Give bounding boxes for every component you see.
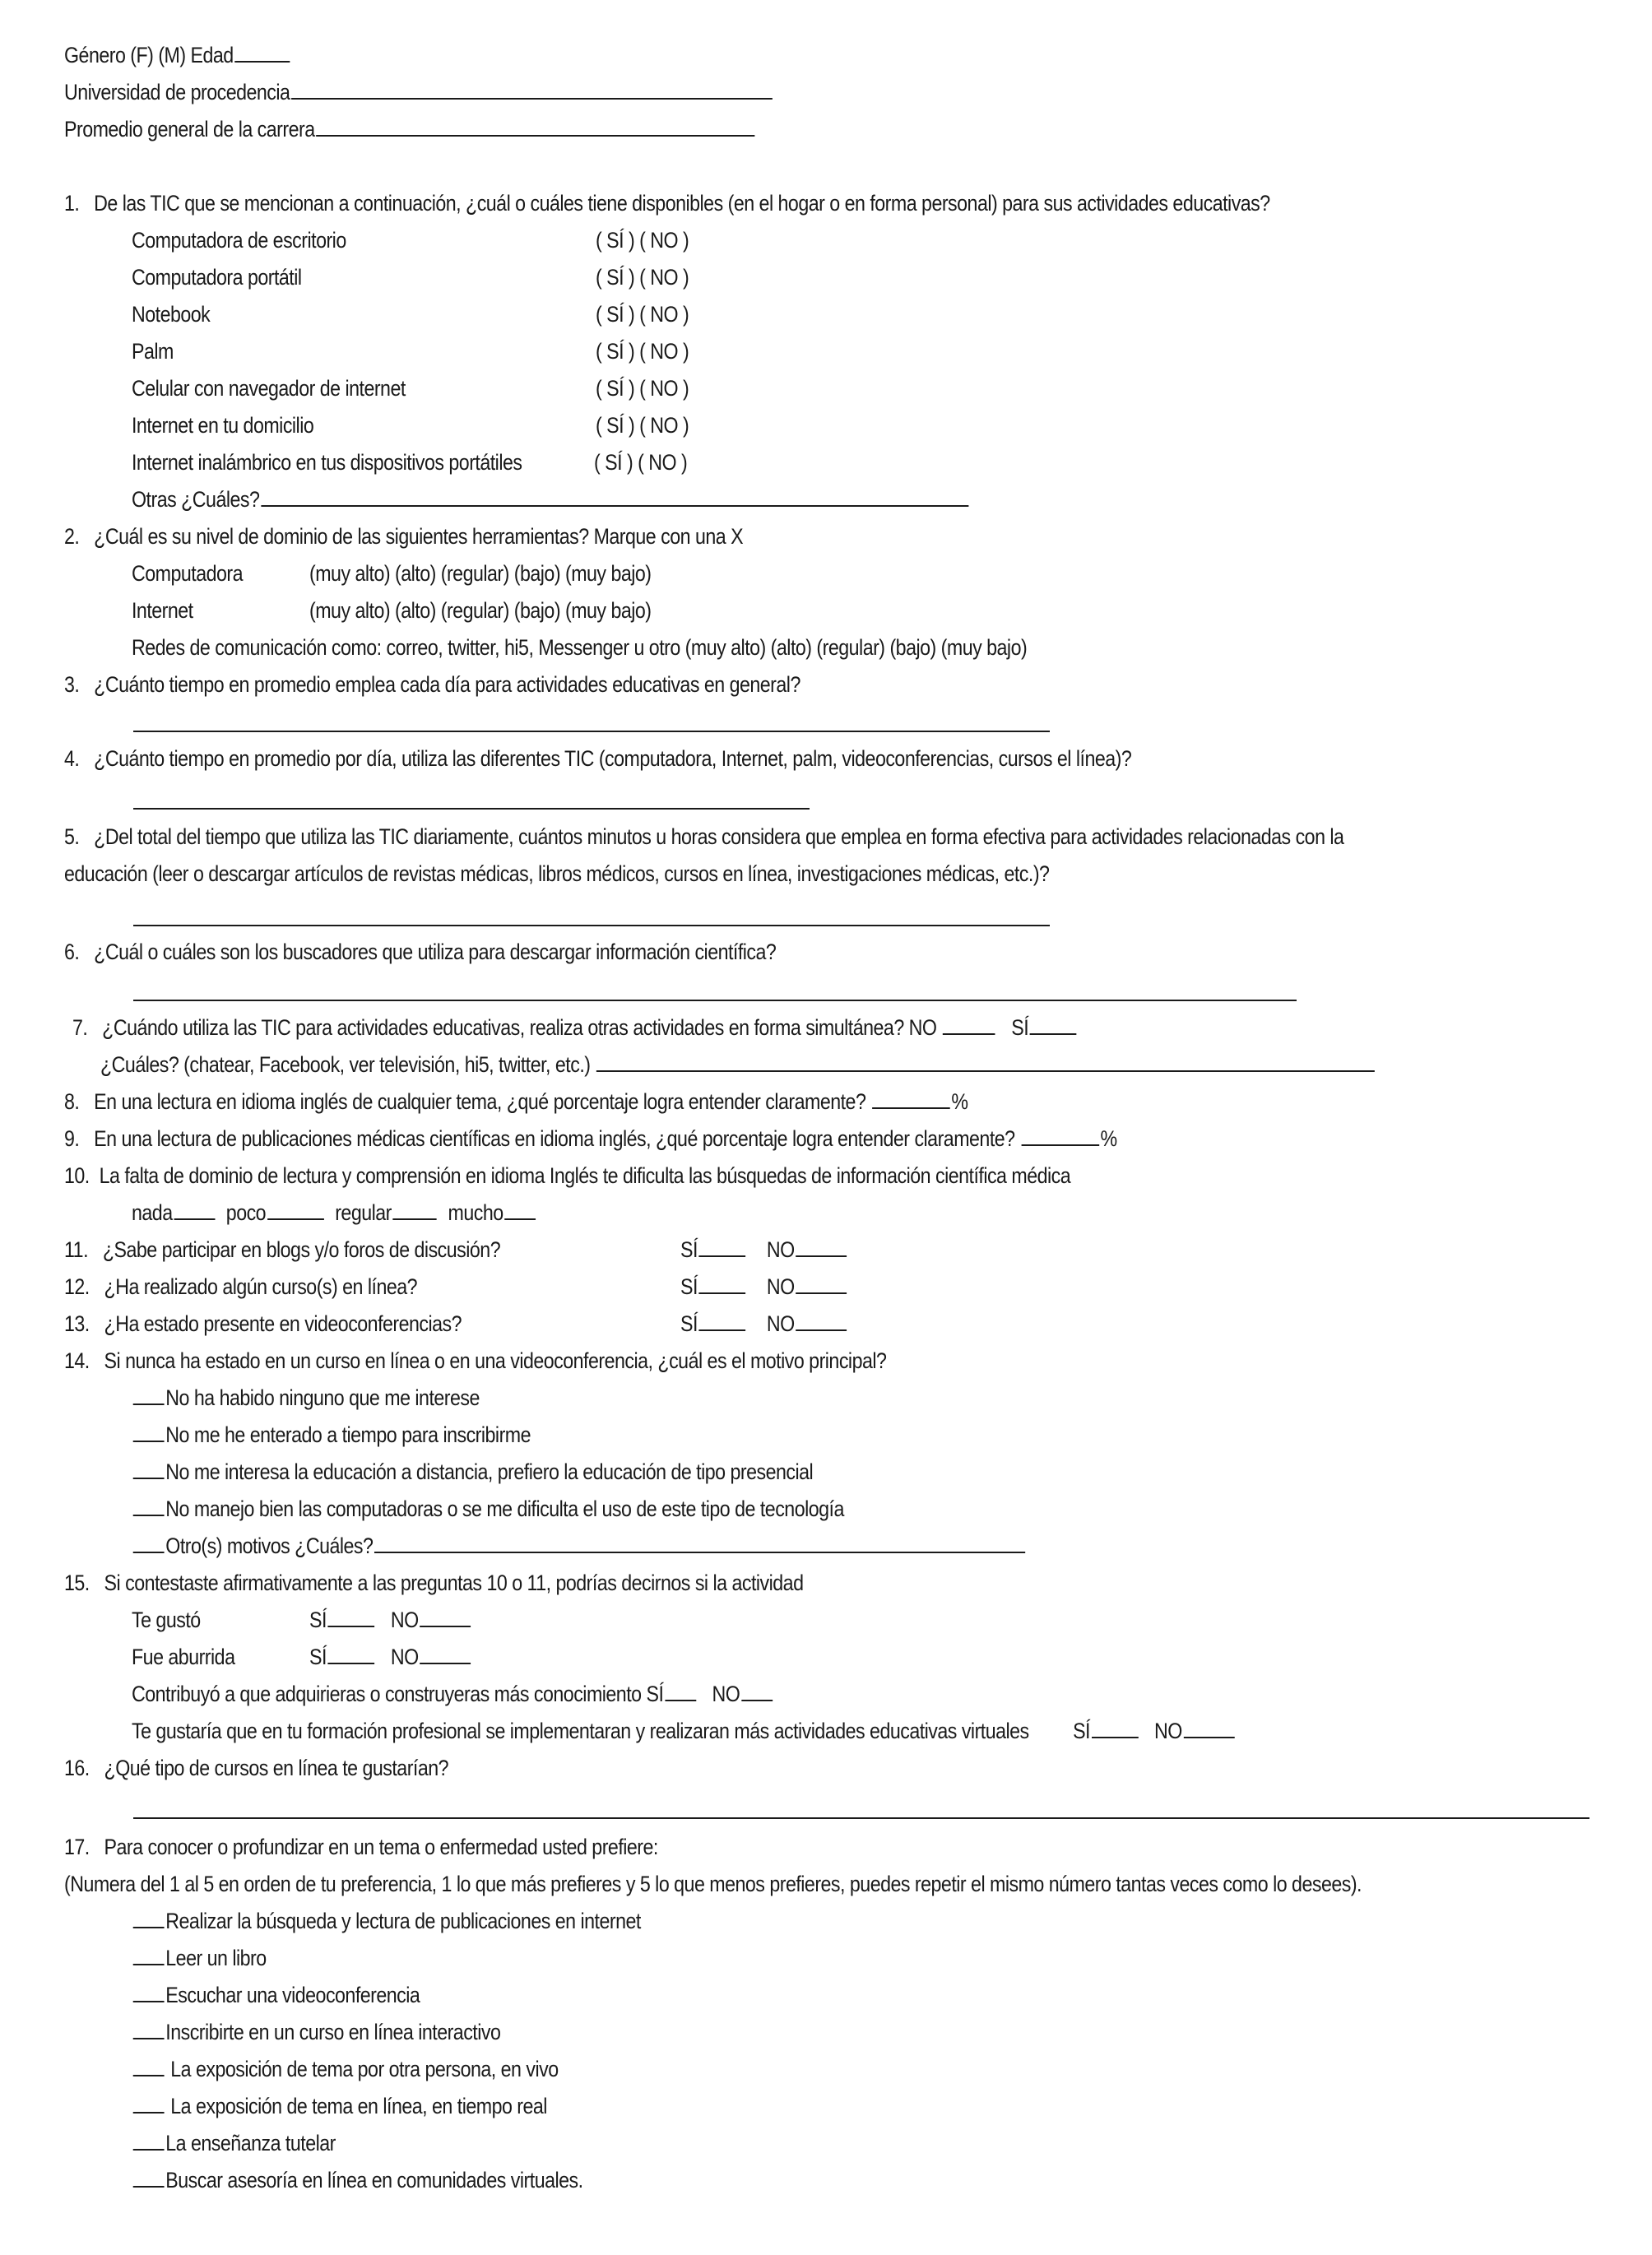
q15-no-label: NO <box>390 1645 419 1669</box>
q14-text: Si nunca ha estado en un curso en línea o en una videoconferencia, ¿cuál es el motivo principal? <box>104 1348 887 1373</box>
university-label: Universidad de procedencia <box>64 80 290 104</box>
q3-text: ¿Cuánto tiempo en promedio emplea cada día para actividades educativas en general? <box>94 672 800 697</box>
q11-no-field[interactable] <box>796 1237 847 1257</box>
q14-option <box>132 1384 480 1412</box>
q14-number: 14. <box>64 1348 90 1373</box>
q16-answer-line[interactable] <box>133 1817 1589 1819</box>
q13-text: ¿Ha estado presente en videoconferencias? <box>104 1311 462 1336</box>
q17-option <box>132 1944 267 1972</box>
q17-option-field[interactable] <box>133 2131 165 2151</box>
q7-question <box>72 1014 1078 1042</box>
q9-unit: % <box>1100 1126 1117 1151</box>
q10-number: 10. <box>64 1163 90 1188</box>
q6-question <box>64 938 776 966</box>
q2-networks[interactable]: Redes de comunicación como: correo, twitter, hi5, Messenger u otro (muy alto) (alto) (regular) (bajo) (muy bajo) <box>132 635 1028 660</box>
q10-scale <box>132 1199 537 1227</box>
q12-no-label: NO <box>766 1274 795 1299</box>
q1-other-label: Otras ¿Cuáles? <box>132 487 260 512</box>
q5-number: 5. <box>64 824 80 849</box>
q5-text-line1: ¿Del total del tiempo que utiliza las TIC diariamente, cuántos minutos u horas considera que emplea en forma efectiva para actividades relacionadas con la <box>94 824 1344 849</box>
q10-mucho-field[interactable] <box>504 1200 536 1220</box>
q1-option-choice[interactable]: ( SÍ ) ( NO ) <box>596 413 689 438</box>
q1-option-choice[interactable]: ( SÍ ) ( NO ) <box>596 265 689 290</box>
q4-question <box>64 745 1131 773</box>
gender-age-line <box>64 41 291 69</box>
q14-option-text: No me interesa la educación a distancia, prefiero la educación de tipo presencial <box>165 1459 814 1484</box>
average-field[interactable] <box>316 117 754 137</box>
q10-regular-field[interactable] <box>393 1200 437 1220</box>
q14-option-field[interactable] <box>133 1385 165 1405</box>
q13-answer <box>680 1310 848 1338</box>
q17-text: Para conocer o profundizar en un tema o enfermedad usted prefiere: <box>104 1835 658 1859</box>
q5-question <box>64 823 1343 851</box>
q1-question <box>64 189 1270 217</box>
q17-number: 17. <box>64 1835 90 1859</box>
q11-number: 11. <box>64 1237 89 1262</box>
q14-question <box>64 1347 886 1375</box>
q17-option-text: Escuchar una videoconferencia <box>165 1983 420 2007</box>
q10-scale-nada: nada <box>132 1200 173 1225</box>
q7-which-label: ¿Cuáles? (chatear, Facebook, ver televisión, hi5, twitter, etc.) <box>100 1052 591 1077</box>
q15-number: 15. <box>64 1571 90 1595</box>
q15-no-label: NO <box>390 1608 419 1632</box>
q1-option-label: Internet inalámbrico en tus dispositivos portátiles <box>132 450 522 475</box>
q12-answer <box>680 1273 848 1301</box>
q10-scale-poco: poco <box>225 1200 267 1225</box>
q17-option <box>132 2129 336 2157</box>
q14-option-text: Otro(s) motivos ¿Cuáles? <box>165 1533 374 1558</box>
q11-no-label: NO <box>766 1237 795 1262</box>
q1-option-label: Notebook <box>132 302 211 327</box>
q15-contributed-no-field[interactable] <box>741 1682 773 1701</box>
q16-text: ¿Qué tipo de cursos en línea te gustarían? <box>104 1756 449 1780</box>
q15-implement-no-field[interactable] <box>1184 1719 1235 1738</box>
q8-text: En una lectura en idioma inglés de cualquier tema, ¿qué porcentaje logra entender claramente? <box>94 1089 866 1114</box>
q2-question <box>64 522 743 550</box>
q17-option-text: La exposición de tema por otra persona, en vivo <box>165 2057 559 2081</box>
q4-number: 4. <box>64 746 80 771</box>
q17-question <box>64 1833 658 1861</box>
q7-text: ¿Cuándo utiliza las TIC para actividades educativas, realiza otras actividades en forma simultánea? NO <box>102 1015 937 1040</box>
q12-question <box>64 1273 417 1301</box>
q9-number: 9. <box>64 1126 80 1151</box>
q15-no-label: NO <box>1154 1719 1182 1743</box>
q1-number: 1. <box>64 191 80 216</box>
q9-percent-field[interactable] <box>1021 1126 1099 1146</box>
q11-answer <box>680 1236 848 1264</box>
gender-age-label: Género (F) (M) Edad <box>64 43 234 67</box>
q3-answer-line[interactable] <box>133 731 1050 732</box>
q15-si-label: SÍ <box>1073 1719 1090 1743</box>
q15-implement-label: Te gustaría que en tu formación profesional se implementaran y realizaran más actividades educativas virtuales <box>132 1719 1029 1743</box>
q10-nada-field[interactable] <box>174 1200 215 1220</box>
q14-option <box>132 1421 531 1449</box>
q17-option-text: Inscribirte en un curso en línea interactivo <box>165 2020 501 2044</box>
q2-row-scale[interactable]: (muy alto) (alto) (regular) (bajo) (muy bajo) <box>309 561 652 586</box>
q4-answer-line[interactable] <box>133 808 810 810</box>
q7-si-label: SÍ <box>1011 1015 1029 1040</box>
q15-no-label: NO <box>712 1682 740 1706</box>
q17-option <box>132 2166 583 2194</box>
q3-number: 3. <box>64 672 80 697</box>
q17-option <box>132 1981 420 2009</box>
q13-si-field[interactable] <box>699 1311 746 1331</box>
q14-option <box>132 1495 844 1523</box>
q15-contributed-si-field[interactable] <box>665 1682 696 1701</box>
q14-other-field[interactable] <box>374 1533 1025 1553</box>
q11-text: ¿Sabe participar en blogs y/o foros de discusión? <box>102 1237 501 1262</box>
q1-option-choice[interactable]: ( SÍ ) ( NO ) <box>596 376 689 401</box>
q17-option-field[interactable] <box>133 2020 165 2039</box>
q17-option <box>132 1907 641 1935</box>
q17-option <box>132 2018 500 2046</box>
q13-no-field[interactable] <box>796 1311 847 1331</box>
q7-no-field[interactable] <box>943 1015 995 1035</box>
q8-unit: % <box>951 1089 968 1114</box>
q1-option-label: Celular con navegador de internet <box>132 376 406 401</box>
q2-row-scale[interactable]: (muy alto) (alto) (regular) (bajo) (muy bajo) <box>309 598 652 623</box>
q15-implement-si-field[interactable] <box>1092 1719 1139 1738</box>
q15-liked-si-field[interactable] <box>328 1608 375 1627</box>
q7-si-field[interactable] <box>1030 1015 1077 1035</box>
q9-question <box>64 1125 1117 1153</box>
age-field[interactable] <box>234 43 290 63</box>
q4-text: ¿Cuánto tiempo en promedio por día, utiliza las diferentes TIC (computadora, Internet, palm, videoconferencias, cursos el línea)? <box>94 746 1132 771</box>
q17-option-text: La enseñanza tutelar <box>165 2131 336 2155</box>
q1-option-label: Computadora portátil <box>132 265 302 290</box>
q9-text: En una lectura de publicaciones médicas científicas en idioma inglés, ¿qué porcentaje logra entender claramente? <box>94 1126 1015 1151</box>
q7-number: 7. <box>72 1015 88 1040</box>
q17-option-field[interactable] <box>133 1983 165 2002</box>
q1-other-line <box>132 485 970 513</box>
q1-option-choice[interactable]: ( SÍ ) ( NO ) <box>596 339 689 364</box>
q15-contributed-label: Contribuyó a que adquirieras o construyeras más conocimiento SÍ <box>132 1682 664 1706</box>
q15-si-label: SÍ <box>309 1608 327 1632</box>
q1-option-choice[interactable]: ( SÍ ) ( NO ) <box>594 450 688 475</box>
q5-text-line2: educación (leer o descargar artículos de revistas médicas, libros médicos, cursos en línea, investigaciones médicas, etc.)? <box>64 861 1050 886</box>
q8-question <box>64 1088 968 1116</box>
q17-option-text: La exposición de tema en línea, en tiempo real <box>165 2094 547 2118</box>
q15-liked-no-field[interactable] <box>420 1608 471 1627</box>
q12-number: 12. <box>64 1274 90 1299</box>
q17-note: (Numera del 1 al 5 en orden de tu preferencia, 1 lo que más prefieres y 5 lo que menos prefieres, puedes repetir el mismo número tantas veces como lo desees). <box>64 1872 1362 1896</box>
q6-answer-line[interactable] <box>133 1000 1297 1001</box>
q6-number: 6. <box>64 940 80 964</box>
q15-question <box>64 1569 803 1597</box>
average-label: Promedio general de la carrera <box>64 117 315 142</box>
q17-option-field[interactable] <box>133 2057 165 2076</box>
q17-option-field[interactable] <box>133 1909 165 1928</box>
q10-poco-field[interactable] <box>267 1200 324 1220</box>
q14-option-field[interactable] <box>133 1422 165 1442</box>
q7-which-line <box>100 1051 1376 1079</box>
q12-si-field[interactable] <box>699 1274 746 1294</box>
q10-scale-regular: regular <box>335 1200 392 1225</box>
q17-option-field[interactable] <box>133 2094 165 2113</box>
q11-si-field[interactable] <box>699 1237 746 1257</box>
q7-which-field[interactable] <box>596 1052 1375 1072</box>
university-field[interactable] <box>291 80 773 100</box>
q13-question <box>64 1310 462 1338</box>
q17-option-text: Buscar asesoría en línea en comunidades virtuales. <box>165 2168 583 2192</box>
q17-option-field[interactable] <box>133 1946 165 1965</box>
q17-option <box>132 2092 547 2120</box>
q15-si-label: SÍ <box>309 1645 327 1669</box>
q1-option-label: Palm <box>132 339 174 364</box>
q14-option-text: No me he enterado a tiempo para inscribirme <box>165 1422 531 1447</box>
q1-other-field[interactable] <box>261 487 968 507</box>
q1-option-label: Internet en tu domicilio <box>132 413 314 438</box>
q13-si-label: SÍ <box>680 1311 698 1336</box>
q10-scale-mucho: mucho <box>448 1200 503 1225</box>
q1-text: De las TIC que se mencionan a continuación, ¿cuál o cuáles tiene disponibles (en el hogar o en forma personal) para sus actividades educativas? <box>94 191 1270 216</box>
q14-option-field[interactable] <box>133 1533 165 1553</box>
q8-percent-field[interactable] <box>872 1089 950 1109</box>
q17-option <box>132 2055 559 2083</box>
q1-option-label: Computadora de escritorio <box>132 228 346 253</box>
q6-text: ¿Cuál o cuáles son los buscadores que utiliza para descargar información científica? <box>94 940 777 964</box>
q14-option-text: No ha habido ninguno que me interese <box>165 1385 480 1410</box>
q17-option-field[interactable] <box>133 2168 165 2188</box>
q8-number: 8. <box>64 1089 80 1114</box>
q14-option <box>132 1532 1027 1560</box>
q15-boring-no-field[interactable] <box>420 1645 471 1664</box>
q16-question <box>64 1754 448 1782</box>
average-line <box>64 115 756 143</box>
q15-boring-si-field[interactable] <box>328 1645 375 1664</box>
q15-liked-label: Te gustó <box>132 1608 201 1632</box>
q13-number: 13. <box>64 1311 90 1336</box>
q12-no-field[interactable] <box>796 1274 847 1294</box>
q13-no-label: NO <box>766 1311 795 1336</box>
q17-option-text: Realizar la búsqueda y lectura de publicaciones en internet <box>165 1909 641 1933</box>
q17-option-text: Leer un libro <box>165 1946 267 1970</box>
q15-contributed-line <box>132 1680 774 1708</box>
q11-si-label: SÍ <box>680 1237 698 1262</box>
q15-implement-line <box>132 1717 1236 1745</box>
q15-liked-answer <box>309 1606 472 1634</box>
q12-text: ¿Ha realizado algún curso(s) en línea? <box>104 1274 418 1299</box>
q15-boring-label: Fue aburrida <box>132 1645 235 1669</box>
q2-number: 2. <box>64 524 80 549</box>
q1-option-choice[interactable]: ( SÍ ) ( NO ) <box>596 228 689 253</box>
q10-text: La falta de dominio de lectura y comprensión en idioma Inglés te dificulta las búsquedas de información científica médica <box>99 1163 1071 1188</box>
university-line <box>64 78 774 106</box>
q14-option-field[interactable] <box>133 1496 165 1516</box>
q14-option-field[interactable] <box>133 1459 165 1479</box>
q15-boring-answer <box>309 1643 472 1671</box>
q15-text: Si contestaste afirmativamente a las preguntas 10 o 11, podrías decirnos si la actividad <box>104 1571 804 1595</box>
q2-row-label: Computadora <box>132 561 244 586</box>
q2-row-label: Internet <box>132 598 193 623</box>
q14-option <box>132 1458 813 1486</box>
q3-question <box>64 670 800 698</box>
q11-question <box>64 1236 500 1264</box>
q2-text: ¿Cuál es su nivel de dominio de las siguientes herramientas? Marque con una X <box>94 524 744 549</box>
q12-si-label: SÍ <box>680 1274 698 1299</box>
q1-option-choice[interactable]: ( SÍ ) ( NO ) <box>596 302 689 327</box>
q10-question <box>64 1162 1070 1190</box>
q5-answer-line[interactable] <box>133 925 1050 926</box>
q16-number: 16. <box>64 1756 90 1780</box>
q14-option-text: No manejo bien las computadoras o se me dificulta el uso de este tipo de tecnología <box>165 1496 844 1521</box>
